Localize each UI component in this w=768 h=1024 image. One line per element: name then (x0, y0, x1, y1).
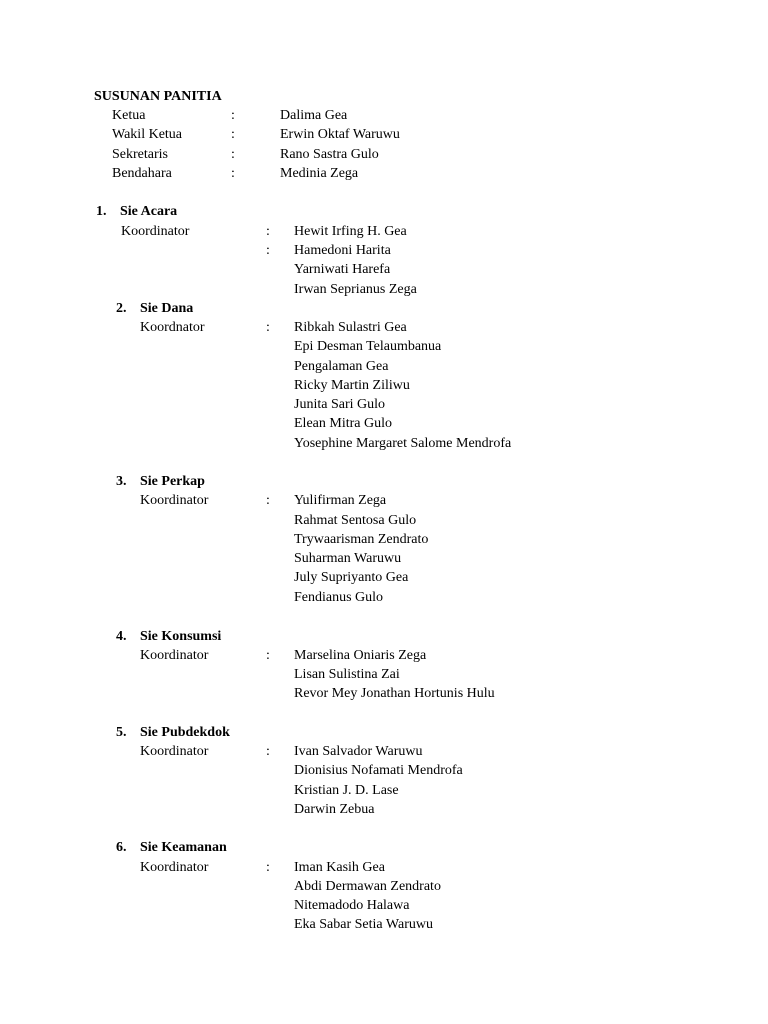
section-title: Sie Keamanan (140, 840, 227, 855)
separator-colon: : (266, 320, 270, 335)
member-name: Lisan Sulistina Zai (294, 667, 400, 682)
section-number: 5. (116, 725, 127, 740)
separator-colon: : (266, 493, 270, 508)
section-title: Sie Perkap (140, 474, 205, 489)
coordinator-label: Koordinator (140, 860, 209, 875)
separator-colon: : (266, 243, 270, 258)
member-name: Hewit Irfing H. Gea (294, 224, 407, 239)
member-name: Nitemadodo Halawa (294, 898, 410, 913)
coordinator-label: Koordinator (121, 224, 190, 239)
section-number: 2. (116, 301, 127, 316)
section-number: 4. (116, 629, 127, 644)
separator-colon: : (231, 147, 235, 162)
member-name: Darwin Zebua (294, 802, 375, 817)
member-name: Yulifirman Zega (294, 493, 387, 508)
section-number: 1. (96, 204, 107, 219)
member-name: Revor Mey Jonathan Hortunis Hulu (294, 686, 495, 701)
separator-colon: : (266, 860, 270, 875)
coordinator-label: Koordinator (140, 744, 209, 759)
coordinator-label: Koordinator (140, 648, 209, 663)
separator-colon: : (266, 648, 270, 663)
separator-colon: : (231, 108, 235, 123)
member-name: Iman Kasih Gea (294, 860, 385, 875)
member-name: Yarniwati Harefa (294, 262, 391, 277)
section-title: Sie Konsumsi (140, 629, 222, 644)
member-name: Abdi Dermawan Zendrato (294, 879, 441, 894)
separator-colon: : (231, 127, 235, 142)
officer-role: Bendahara (112, 166, 172, 181)
officer-name: Medinia Zega (280, 166, 359, 181)
section-number: 3. (116, 474, 127, 489)
officer-name: Erwin Oktaf Waruwu (280, 127, 400, 142)
member-name: Ivan Salvador Waruwu (294, 744, 423, 759)
officer-role: Wakil Ketua (112, 127, 183, 142)
separator-colon: : (266, 224, 270, 239)
member-name: Kristian J. D. Lase (294, 783, 399, 798)
officer-role: Sekretaris (112, 147, 168, 162)
member-name: Yosephine Margaret Salome Mendrofa (294, 436, 512, 451)
member-name: Ricky Martin Ziliwu (294, 378, 410, 393)
section-title: Sie Dana (140, 301, 194, 316)
member-name: Suharman Waruwu (294, 551, 402, 566)
section-title: Sie Pubdekdok (140, 725, 230, 740)
member-name: Pengalaman Gea (294, 359, 389, 374)
officer-name: Rano Sastra Gulo (280, 147, 379, 162)
separator-colon: : (266, 744, 270, 759)
member-name: Irwan Seprianus Zega (294, 282, 417, 297)
section-title: Sie Acara (120, 204, 178, 219)
member-name: Trywaarisman Zendrato (294, 532, 429, 547)
member-name: Eka Sabar Setia Waruwu (294, 917, 433, 932)
coordinator-label: Koordnator (140, 320, 205, 335)
member-name: Hamedoni Harita (294, 243, 391, 258)
officer-name: Dalima Gea (280, 108, 348, 123)
member-name: Rahmat Sentosa Gulo (294, 513, 417, 528)
member-name: Dionisius Nofamati Mendrofa (294, 763, 463, 778)
member-name: Marselina Oniaris Zega (294, 648, 427, 663)
member-name: Epi Desman Telaumbanua (294, 339, 442, 354)
officer-role: Ketua (112, 108, 146, 123)
document-title: SUSUNAN PANITIA (94, 89, 222, 104)
member-name: Junita Sari Gulo (294, 397, 385, 412)
member-name: Ribkah Sulastri Gea (294, 320, 407, 335)
section-number: 6. (116, 840, 127, 855)
separator-colon: : (231, 166, 235, 181)
member-name: Elean Mitra Gulo (294, 416, 392, 431)
member-name: Fendianus Gulo (294, 590, 384, 605)
coordinator-label: Koordinator (140, 493, 209, 508)
member-name: July Supriyanto Gea (294, 570, 409, 585)
